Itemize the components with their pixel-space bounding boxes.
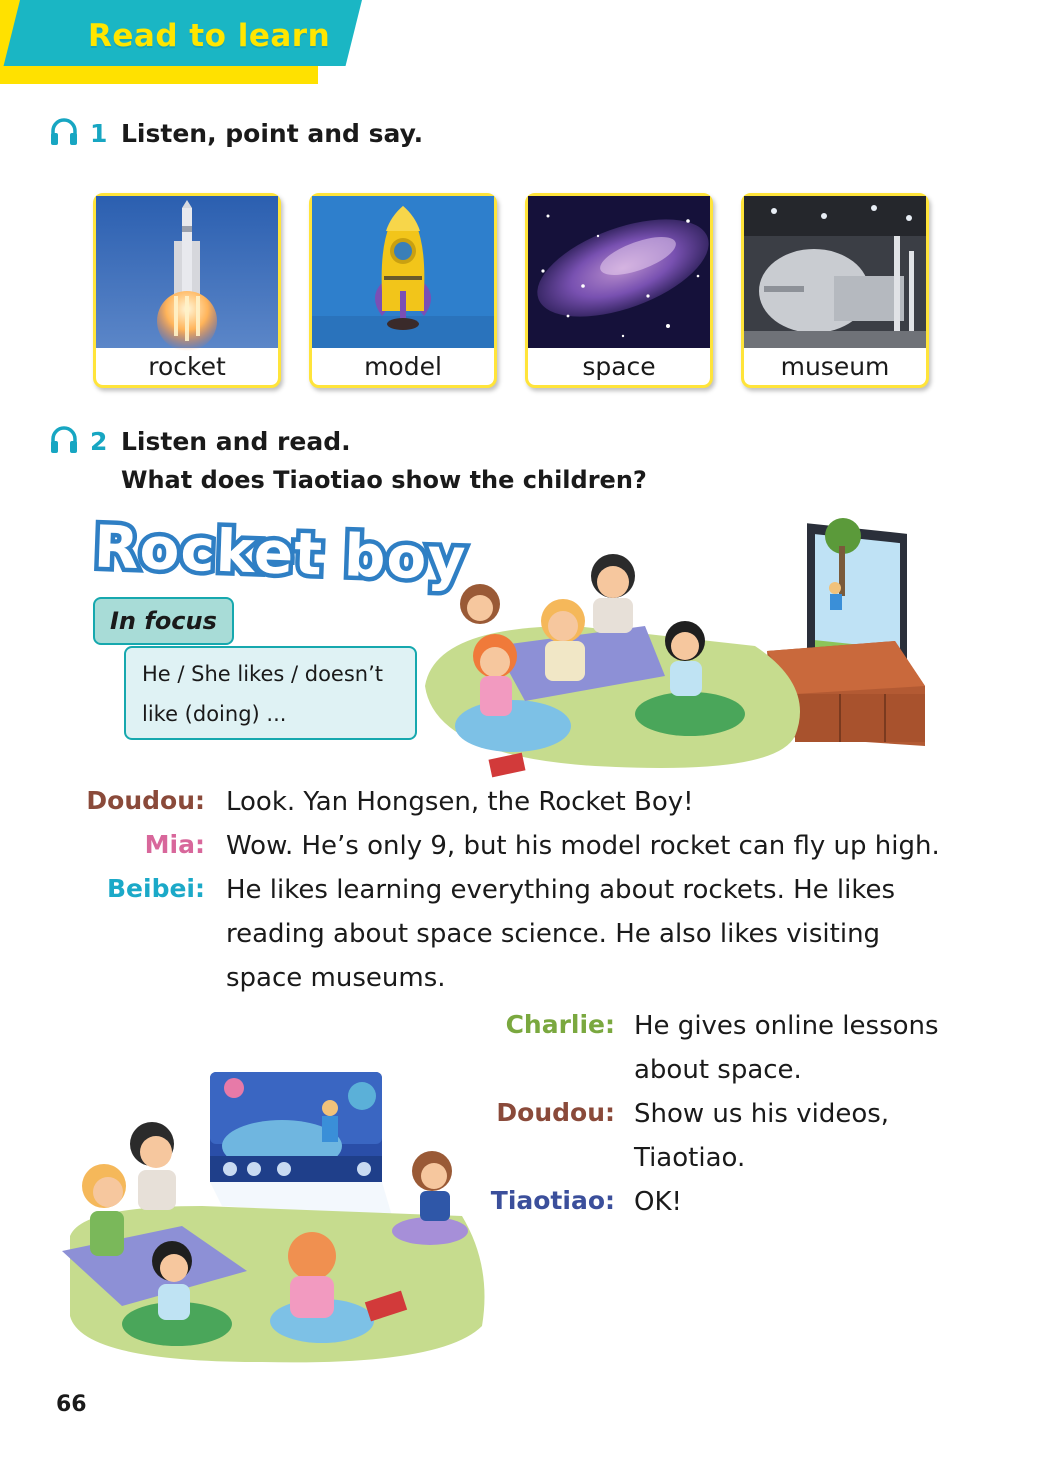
- speaker-doudou: Doudou:: [496, 1098, 615, 1127]
- speaker-tiaotiao: Tiaotiao:: [490, 1186, 615, 1215]
- page-number: 66: [56, 1392, 87, 1417]
- model-rocket-photo-icon: [312, 196, 494, 348]
- dialogue-line: Tiaotiao.: [634, 1143, 746, 1173]
- vocab-label-rocket: rocket: [148, 352, 226, 381]
- speaker-beibei: Beibei:: [107, 874, 205, 903]
- vocab-card-space[interactable]: [525, 193, 713, 388]
- vocab-label-space: space: [582, 352, 656, 381]
- dialogue-line: about space.: [634, 1055, 802, 1085]
- section-2-number: 2: [90, 427, 108, 456]
- vocab-label-model: model: [364, 352, 442, 381]
- svg-text:Rocket boy: Rocket boy: [92, 512, 468, 594]
- speaker-mia: Mia:: [144, 830, 205, 859]
- vocab-card-museum[interactable]: [741, 193, 929, 388]
- speaker-name: [60, 830, 205, 859]
- story-title: [90, 506, 468, 598]
- section-1-instruction: Listen, point and say.: [121, 119, 424, 148]
- dialogue-line: OK!: [634, 1187, 682, 1217]
- in-focus-line: like (doing) ...: [142, 702, 287, 726]
- speaker-name: [470, 1010, 615, 1039]
- vocab-label-museum: museum: [780, 352, 890, 381]
- in-focus-label: In focus: [93, 597, 234, 645]
- headphones-icon[interactable]: [50, 117, 78, 147]
- section-2-instruction: Listen and read.: [121, 427, 351, 456]
- vocab-card-rocket[interactable]: [93, 193, 281, 388]
- dialogue-line: space museums.: [226, 963, 446, 993]
- dialogue-line: Show us his videos,: [634, 1099, 890, 1129]
- speaker-name: [60, 874, 205, 903]
- children-watching-projection-illustration: [22, 1066, 494, 1372]
- section-2-question: What does Tiaotiao show the children?: [121, 466, 647, 494]
- speaker-doudou: Doudou:: [86, 786, 205, 815]
- vocab-card-model[interactable]: [309, 193, 497, 388]
- section-1-number: 1: [90, 119, 108, 148]
- galaxy-photo-icon: [528, 196, 710, 348]
- speaker-charlie: Charlie:: [505, 1010, 615, 1039]
- rocket-launch-photo-icon: [96, 196, 278, 348]
- dialogue-line: Wow. He’s only 9, but his model rocket can fly up high.: [226, 831, 940, 861]
- dialogue-line: He likes learning everything about rockets. He likes: [226, 875, 896, 905]
- dialogue-line: He gives online lessons: [634, 1011, 939, 1041]
- dialogue-line: Look. Yan Hongsen, the Rocket Boy!: [226, 787, 694, 817]
- page-title: Read to learn: [88, 18, 331, 54]
- in-focus-box: [124, 646, 417, 740]
- headphones-icon[interactable]: [50, 425, 78, 455]
- space-museum-photo-icon: [744, 196, 926, 348]
- dialogue-line: reading about space science. He also likes visiting: [226, 919, 881, 949]
- children-watching-tv-illustration: [395, 476, 935, 786]
- in-focus-line: He / She likes / doesn’t: [142, 662, 383, 686]
- speaker-name: [60, 786, 205, 815]
